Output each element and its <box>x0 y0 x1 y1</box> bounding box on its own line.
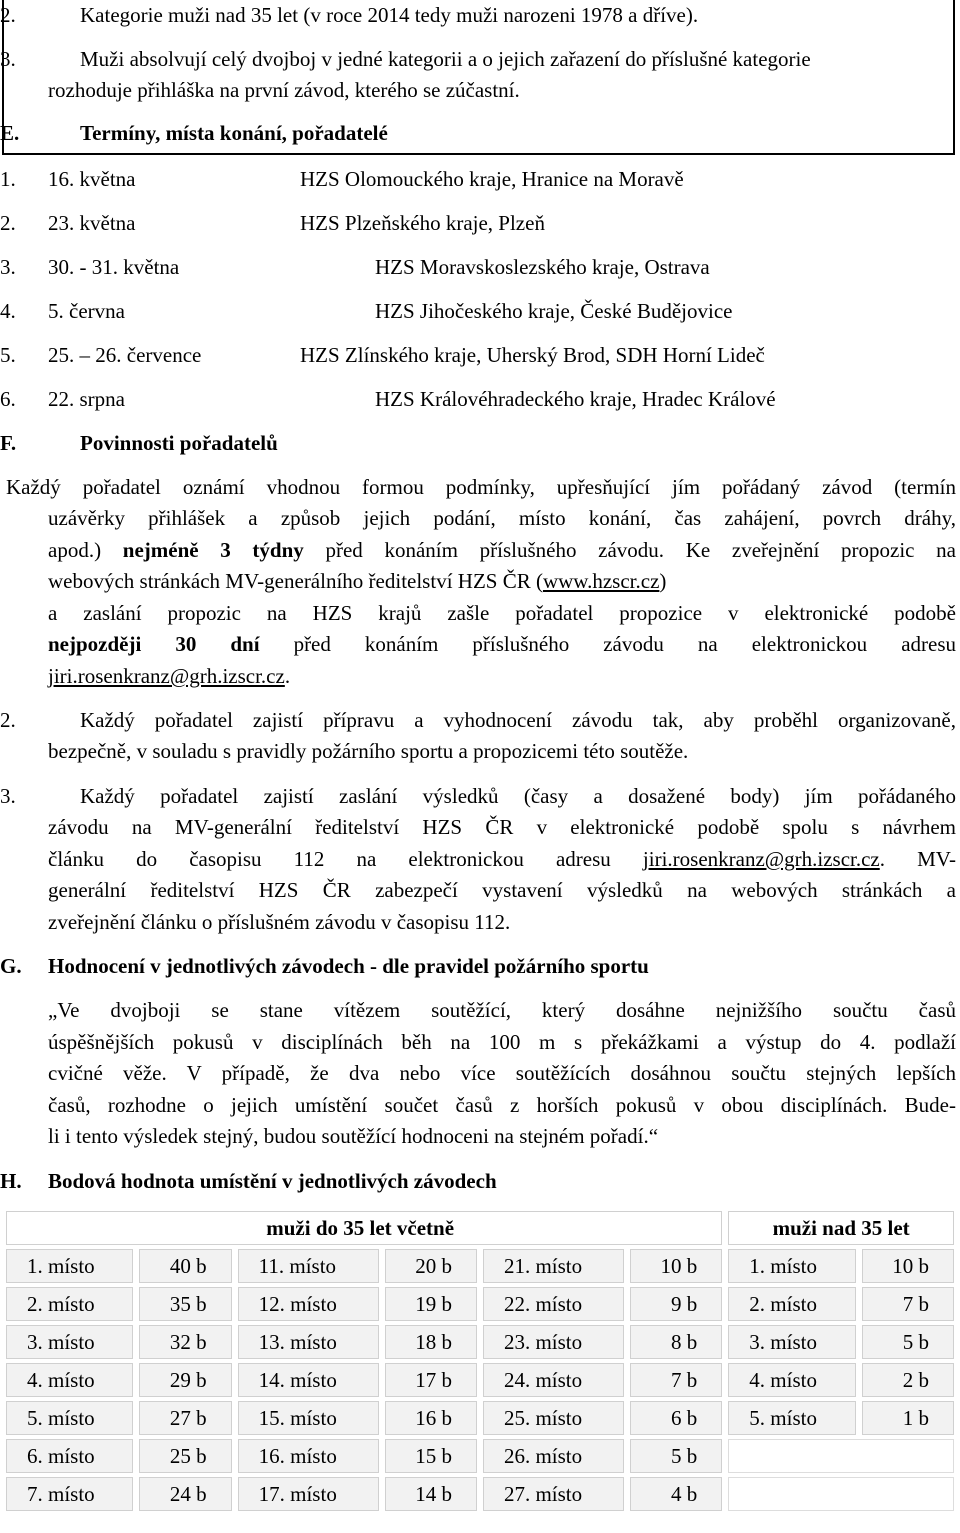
points-cell: 35 b <box>139 1287 231 1321</box>
f-para3-line2: závodu na MV-generální ředitelství HZS ČR v elektronické podobě spolu s návrhem <box>48 815 956 839</box>
f-para3-line5: zveřejnění článku o příslušném závodu v časopisu 112. <box>48 910 511 934</box>
points-cell: 8 b <box>630 1325 722 1359</box>
header-under-35: muži do 35 let včetně <box>6 1211 722 1245</box>
email-link-1[interactable]: jiri.rosenkranz@grh.izscr.cz <box>48 664 285 688</box>
place-cell: 3. místo <box>728 1325 855 1359</box>
f-para1-line7-b: . <box>284 664 291 688</box>
f-para1-line4-a: webových stránkách MV-generálního ředitelství HZS ČR ( <box>48 569 543 593</box>
place-cell: 25. místo <box>483 1401 624 1435</box>
term-5-date: 25. – 26. července <box>48 343 202 367</box>
f-para1-line3-a: apod.) <box>48 538 102 562</box>
points-cell: 9 b <box>630 1287 722 1321</box>
points-cell: 7 b <box>862 1287 954 1321</box>
f-para1-line5: a zaslání propozic na HZS krajů zašle pořadatel propozice v elektronické podobě <box>48 601 956 625</box>
item-3-text-line1: Muži absolvují celý dvojboj v jedné kategorii a o jejich zařazení do příslušné kategorie <box>80 47 811 71</box>
f-para1-deadline-30-days: nejpozději 30 dní <box>48 632 260 656</box>
empty-cell <box>728 1439 954 1473</box>
place-cell: 7. místo <box>6 1477 133 1511</box>
place-cell: 2. místo <box>728 1287 855 1321</box>
points-cell: 17 b <box>385 1363 477 1397</box>
f-para3-line1: Každý pořadatel zajistí zaslání výsledků (časy a dosažené body) jím pořádaného <box>80 784 956 808</box>
term-4-number: 4. <box>0 299 16 323</box>
points-cell: 20 b <box>385 1249 477 1283</box>
place-cell: 1. místo <box>6 1249 133 1283</box>
g-quote-line4: časů, rozhodne o jejich umístění součet časů z horších pokusů v obou disciplínách. Bude- <box>48 1093 956 1117</box>
place-cell: 6. místo <box>6 1439 133 1473</box>
table-row <box>6 1439 954 1473</box>
f-para1-line3 <box>48 535 956 567</box>
f-para3-number: 3. <box>0 784 16 808</box>
place-cell: 5. místo <box>728 1401 855 1435</box>
term-2-number: 2. <box>0 211 16 235</box>
term-6-number: 6. <box>0 387 16 411</box>
points-cell: 24 b <box>139 1477 231 1511</box>
section-f-title: Povinnosti pořadatelů <box>80 431 278 455</box>
f-para3-line3-a: článku do časopisu 112 na elektronickou adresu <box>48 847 611 871</box>
table-row <box>6 1249 954 1283</box>
points-cell: 16 b <box>385 1401 477 1435</box>
table-row <box>6 1477 954 1511</box>
header-over-35: muži nad 35 let <box>728 1211 954 1245</box>
f-para1-line2: uzávěrky přihlášek a způsob jejich podání, místo konání, čas zahájení, povrch dráhy, <box>48 506 956 530</box>
place-cell: 23. místo <box>483 1325 624 1359</box>
f-para1-line3-c: před konáním příslušného závodu. Ke zveřejnění propozic na <box>325 538 957 562</box>
place-cell: 21. místo <box>483 1249 624 1283</box>
place-cell: 12. místo <box>238 1287 379 1321</box>
f-para1-deadline-3-weeks: nejméně 3 týdny <box>122 538 304 562</box>
hzscr-website-link[interactable]: www.hzscr.cz <box>542 569 660 593</box>
term-1-date: 16. května <box>48 167 136 191</box>
table-row <box>6 1401 954 1435</box>
term-3-number: 3. <box>0 255 16 279</box>
f-para3-line3-b: . MV- <box>879 847 957 871</box>
f-para1-line4 <box>48 566 666 598</box>
term-3-date: 30. - 31. května <box>48 255 180 279</box>
item-2-text: Kategorie muži nad 35 let (v roce 2014 tedy muži narozeni 1978 a dříve). <box>80 3 699 27</box>
term-3-place: HZS Moravskoslezského kraje, Ostrava <box>375 255 710 279</box>
place-cell: 4. místo <box>728 1363 855 1397</box>
term-6-date: 22. srpna <box>48 387 125 411</box>
term-2-place: HZS Plzeňského kraje, Plzeň <box>300 211 545 235</box>
table-row <box>6 1325 954 1359</box>
g-quote-line5: li i tento výsledek stejný, budou soutěžící hodnoceni na stejném pořadí.“ <box>48 1124 659 1148</box>
points-cell: 29 b <box>139 1363 231 1397</box>
f-para2-number: 2. <box>0 708 16 732</box>
place-cell: 15. místo <box>238 1401 379 1435</box>
table-row <box>6 1287 954 1321</box>
item-3-text-line2: rozhoduje přihláška na první závod, kterého se zúčastní. <box>48 78 520 102</box>
term-6-place: HZS Královéhradeckého kraje, Hradec Králové <box>375 387 776 411</box>
g-quote-line3: cvičné věže. V případě, že dva nebo více soutěžících dosáhnou součtu stejných lepších <box>48 1061 956 1085</box>
f-para3-line4: generální ředitelství HZS ČR zabezpečí vystavení výsledků na webových stránkách a <box>48 878 956 902</box>
place-cell: 13. místo <box>238 1325 379 1359</box>
points-cell: 1 b <box>862 1401 954 1435</box>
f-para1-line6-b: před konáním příslušného závodu na elektronickou adresu <box>293 632 956 656</box>
points-cell: 4 b <box>630 1477 722 1511</box>
points-cell: 7 b <box>630 1363 722 1397</box>
place-cell: 3. místo <box>6 1325 133 1359</box>
place-cell: 11. místo <box>238 1249 379 1283</box>
term-1-number: 1. <box>0 167 16 191</box>
f-para1-line7 <box>48 661 290 693</box>
term-5-place: HZS Zlínského kraje, Uherský Brod, SDH Horní Lideč <box>300 343 765 367</box>
points-cell: 14 b <box>385 1477 477 1511</box>
item-3-number: 3. <box>0 47 16 71</box>
term-1-place: HZS Olomouckého kraje, Hranice na Moravě <box>300 167 684 191</box>
points-cell: 10 b <box>630 1249 722 1283</box>
empty-cell <box>728 1477 954 1511</box>
term-4-date: 5. června <box>48 299 125 323</box>
item-2-number: 2. <box>0 3 16 27</box>
section-g-number: G. <box>0 954 22 978</box>
points-cell: 32 b <box>139 1325 231 1359</box>
section-g-title: Hodnocení v jednotlivých závodech - dle pravidel požárního sportu <box>48 954 649 978</box>
place-cell: 17. místo <box>238 1477 379 1511</box>
section-e-title: Termíny, místa konání, pořadatelé <box>80 121 388 145</box>
place-cell: 4. místo <box>6 1363 133 1397</box>
place-cell: 24. místo <box>483 1363 624 1397</box>
section-h-title: Bodová hodnota umístění v jednotlivých závodech <box>48 1169 497 1193</box>
section-e-number: E. <box>0 121 20 145</box>
g-quote-line1: „Ve dvojboji se stane vítězem soutěžící, který dosáhne nejnižšího součtu časů <box>48 998 956 1022</box>
place-cell: 2. místo <box>6 1287 133 1321</box>
points-cell: 27 b <box>139 1401 231 1435</box>
points-cell: 19 b <box>385 1287 477 1321</box>
place-cell: 5. místo <box>6 1401 133 1435</box>
table-row <box>6 1363 954 1397</box>
points-cell: 15 b <box>385 1439 477 1473</box>
table-header-row <box>6 1211 954 1245</box>
term-2-date: 23. května <box>48 211 136 235</box>
f-para2-line1: Každý pořadatel zajistí přípravu a vyhodnocení závodu tak, aby proběhl organizovaně, <box>80 708 956 732</box>
points-cell: 5 b <box>862 1325 954 1359</box>
points-cell: 40 b <box>139 1249 231 1283</box>
f-para1-line1: Každý pořadatel oznámí vhodnou formou podmínky, upřesňující jím pořádaný závod (termín <box>6 475 956 499</box>
place-cell: 14. místo <box>238 1363 379 1397</box>
place-cell: 22. místo <box>483 1287 624 1321</box>
points-cell: 5 b <box>630 1439 722 1473</box>
email-link-2[interactable]: jiri.rosenkranz@grh.izscr.cz <box>642 847 880 871</box>
f-para1-line4-b: ) <box>659 569 667 593</box>
points-cell: 2 b <box>862 1363 954 1397</box>
place-cell: 27. místo <box>483 1477 624 1511</box>
place-cell: 16. místo <box>238 1439 379 1473</box>
section-h-number: H. <box>0 1169 22 1193</box>
term-5-number: 5. <box>0 343 16 367</box>
place-cell: 1. místo <box>728 1249 855 1283</box>
g-quote-line2: úspěšnějších pokusů v disciplínách běh na 100 m s překážkami a výstup do 4. podlaží <box>48 1030 956 1054</box>
term-4-place: HZS Jihočeského kraje, České Budějovice <box>375 299 733 323</box>
points-cell: 6 b <box>630 1401 722 1435</box>
f-para2-line2: bezpečně, v souladu s pravidly požárního sportu a propozicemi této soutěže. <box>48 739 689 763</box>
points-cell: 18 b <box>385 1325 477 1359</box>
f-para3-line3 <box>48 844 956 876</box>
points-table <box>0 1207 960 1515</box>
f-para1-line6 <box>48 629 956 661</box>
place-cell: 26. místo <box>483 1439 624 1473</box>
section-f-number: F. <box>0 431 17 455</box>
points-cell: 10 b <box>862 1249 954 1283</box>
points-cell: 25 b <box>139 1439 231 1473</box>
